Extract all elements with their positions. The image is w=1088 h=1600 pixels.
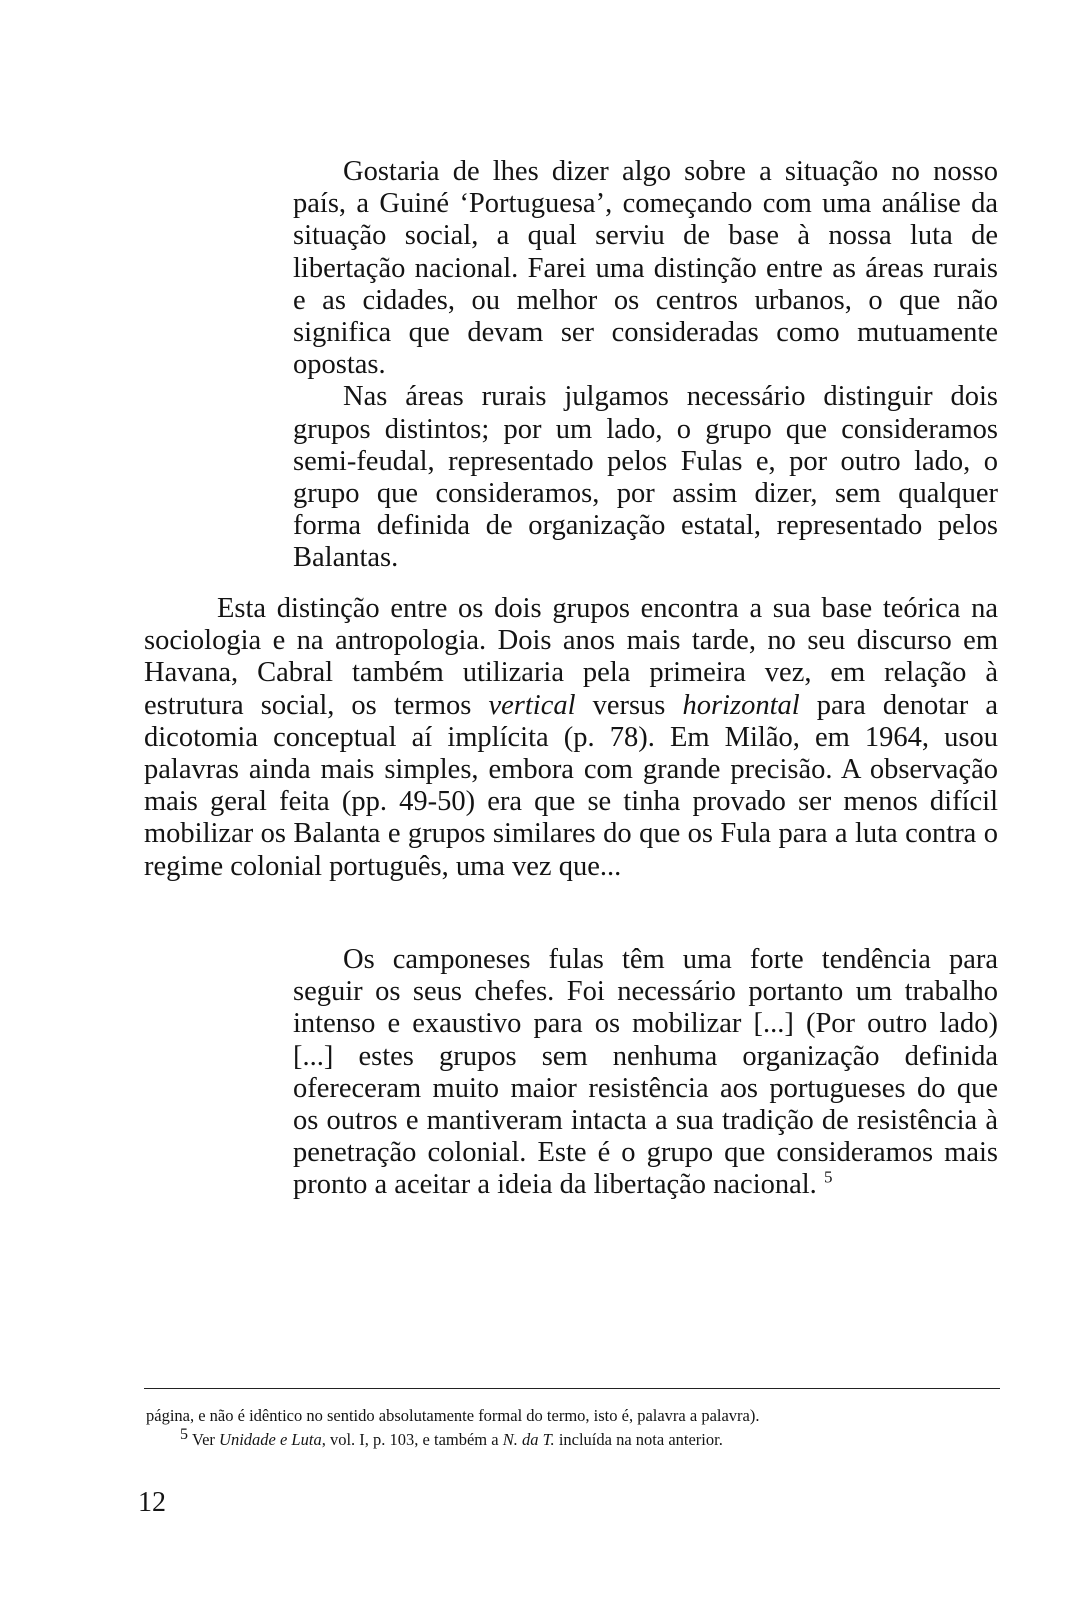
- footnote-text: , vol. I, p. 103, e também a: [321, 1430, 503, 1449]
- quote-paragraph: Gostaria de lhes dizer algo sobre a situação no nosso país, a Guiné ‘Portuguesa’, começando com uma análise da situação social, a qual serviu de base à nossa luta de libertação nacional. Farei uma distinção entre as áreas rurais e as cidades, ou melhor os centros urbanos, o que não significa que devam ser consideradas como mutuamente opostas.: [293, 156, 998, 381]
- term-vertical: vertical: [488, 689, 576, 721]
- block-quote-second: [293, 944, 998, 1202]
- body-text-segment: versus: [575, 689, 683, 721]
- page-number: 12: [138, 1487, 166, 1518]
- footnote-text: Ver: [192, 1430, 220, 1449]
- body-text-segment: para denotar a dicotomia conceptual aí implícita (p. 78). Em Milão, em 1964, usou palavras ainda mais simples, embora com grande precisão. A observação mais geral feita (pp. 49-50) era que se tinha provado ser menos difícil mobilizar os Balanta e grupos similares do que os Fula para a luta contra o regime colonial português, uma vez que...: [144, 689, 998, 882]
- body-text-segment: Esta distinção entre os dois grupos encontra a sua base teórica na sociologia e na antropologia. Dois anos mais tarde, no seu discurso em Havana, Cabral também utilizaria pela primeira vez, em relação à estrutura social, os termos: [144, 593, 998, 721]
- quote-paragraph: [293, 944, 998, 1202]
- footnotes-section: [144, 1404, 1000, 1452]
- footnote-5: [144, 1425, 1000, 1452]
- body-paragraph: [144, 593, 998, 883]
- quote-text: Os camponeses fulas têm uma forte tendência para seguir os seus chefes. Foi necessário portanto um trabalho intenso e exaustivo para os mobilizar [...] (Por outro lado) [...] estes grupos sem nenhuma organização definida ofereceram muito maior resistência aos portugueses do que os outros e mantiveram intacta a sua tradição de resistência à penetração colonial. Este é o grupo que consideramos mais pronto a aceitar a ideia da libertação nacional.: [293, 944, 998, 1201]
- footnote-continuation: página, e não é idêntico no sentido absolutamente formal do termo, isto é, palavra a palavra).: [146, 1406, 760, 1425]
- quote-paragraph: Nas áreas rurais julgamos necessário distinguir dois grupos distintos; por um lado, o grupo que consideramos semi-feudal, representado pelos Fulas e, por outro lado, o grupo que consideramos, por assim dizer, sem qualquer forma definida de organização estatal, representado pelos Balantas.: [293, 381, 998, 574]
- footnote-number: 5: [180, 1425, 188, 1443]
- block-quote-first: [293, 156, 998, 575]
- footnote-text: incluída na nota anterior.: [554, 1430, 723, 1449]
- footnote-abbreviation: N. da T.: [502, 1430, 555, 1449]
- footnote-reference[interactable]: 5: [823, 1167, 833, 1187]
- footnote-title: Unidade e Luta: [219, 1430, 322, 1449]
- term-horizontal: horizontal: [682, 689, 800, 721]
- footnote-divider: [144, 1388, 1000, 1389]
- body-paragraph-block: [144, 593, 998, 883]
